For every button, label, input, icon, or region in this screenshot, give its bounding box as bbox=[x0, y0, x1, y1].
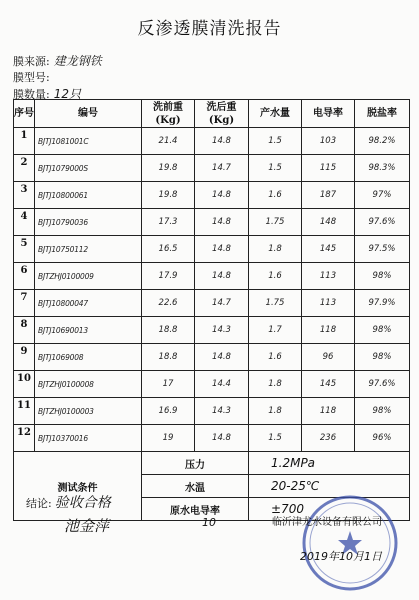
row-code: BJTZHJ0100003 bbox=[35, 398, 142, 425]
table-row bbox=[14, 182, 410, 209]
conclusion-label: 结论: bbox=[26, 497, 52, 510]
table-row bbox=[14, 371, 410, 398]
row-code: BJTJ10800061 bbox=[35, 182, 142, 209]
table-row bbox=[14, 128, 410, 155]
qty-value: 12只 bbox=[53, 87, 81, 101]
row-seq: 6 bbox=[14, 263, 35, 290]
row-water-yield: 1.7 bbox=[249, 317, 302, 344]
row-salt-rejection: 98% bbox=[355, 263, 410, 290]
row-code: BJTJ10790036 bbox=[35, 209, 142, 236]
header-water-yield: 产水量 bbox=[249, 100, 302, 128]
row-code: BJTZHJ0100008 bbox=[35, 371, 142, 398]
source-value: 建龙钢铁 bbox=[53, 54, 102, 68]
model-label: 膜型号: bbox=[13, 71, 50, 84]
pressure-value: 1.2MPa bbox=[249, 452, 410, 475]
table-row bbox=[14, 155, 410, 182]
row-seq: 12 bbox=[14, 425, 35, 452]
table-row bbox=[14, 263, 410, 290]
row-seq: 11 bbox=[14, 398, 35, 425]
signature: 池金萍 bbox=[64, 517, 110, 535]
row-conductivity: 103 bbox=[302, 128, 355, 155]
row-salt-rejection: 97.6% bbox=[355, 371, 410, 398]
test-conditions-label: 测试条件 bbox=[14, 452, 142, 521]
row-after-weight: 14.8 bbox=[195, 263, 249, 290]
table-header-row bbox=[14, 100, 410, 128]
test-row-pressure bbox=[14, 452, 410, 475]
row-after-weight: 14.4 bbox=[195, 371, 249, 398]
cleaning-table bbox=[13, 99, 410, 521]
row-salt-rejection: 98% bbox=[355, 344, 410, 371]
row-water-yield: 1.5 bbox=[249, 155, 302, 182]
row-code: BJTZHJ0100009 bbox=[35, 263, 142, 290]
row-salt-rejection: 97.9% bbox=[355, 290, 410, 317]
row-after-weight: 14.7 bbox=[195, 155, 249, 182]
row-before-weight: 16.5 bbox=[142, 236, 195, 263]
row-water-yield: 1.6 bbox=[249, 182, 302, 209]
row-after-weight: 14.8 bbox=[195, 236, 249, 263]
table-row bbox=[14, 425, 410, 452]
row-after-weight: 14.8 bbox=[195, 128, 249, 155]
conclusion-value: 验收合格 bbox=[54, 495, 111, 511]
row-water-yield: 1.5 bbox=[249, 128, 302, 155]
row-salt-rejection: 97.6% bbox=[355, 209, 410, 236]
row-conductivity: 148 bbox=[302, 209, 355, 236]
row-after-weight: 14.7 bbox=[195, 290, 249, 317]
row-conductivity: 187 bbox=[302, 182, 355, 209]
row-seq: 3 bbox=[14, 182, 35, 209]
membrane-model bbox=[13, 69, 54, 85]
header-before-weight: 洗前重(Kg) bbox=[142, 100, 195, 128]
row-conductivity: 118 bbox=[302, 317, 355, 344]
row-seq: 5 bbox=[14, 236, 35, 263]
pressure-label: 压力 bbox=[142, 452, 249, 475]
source-label: 膜来源: bbox=[13, 55, 50, 68]
row-conductivity: 145 bbox=[302, 371, 355, 398]
company-name: 临沂津龙水设备有限公司 bbox=[272, 517, 382, 528]
row-conductivity: 118 bbox=[302, 398, 355, 425]
row-conductivity: 113 bbox=[302, 290, 355, 317]
table-body bbox=[14, 128, 410, 452]
row-before-weight: 22.6 bbox=[142, 290, 195, 317]
row-seq: 1 bbox=[14, 128, 35, 155]
row-water-yield: 1.75 bbox=[249, 290, 302, 317]
header-code: 编号 bbox=[35, 100, 142, 128]
row-after-weight: 14.8 bbox=[195, 182, 249, 209]
row-code: BJTJ10750112 bbox=[35, 236, 142, 263]
row-salt-rejection: 96% bbox=[355, 425, 410, 452]
header-seq: 序号 bbox=[14, 100, 35, 128]
row-before-weight: 18.8 bbox=[142, 344, 195, 371]
row-salt-rejection: 98.3% bbox=[355, 155, 410, 182]
row-after-weight: 14.8 bbox=[195, 425, 249, 452]
table-row bbox=[14, 209, 410, 236]
raw-water-conductivity-value: ±700 bbox=[249, 498, 410, 521]
row-seq: 2 bbox=[14, 155, 35, 182]
row-water-yield: 1.5 bbox=[249, 425, 302, 452]
raw-water-conductivity-label: 原水电导率 bbox=[142, 498, 249, 521]
row-code: BJTJ10370016 bbox=[35, 425, 142, 452]
row-before-weight: 19.8 bbox=[142, 155, 195, 182]
row-before-weight: 19 bbox=[142, 425, 195, 452]
row-conductivity: 113 bbox=[302, 263, 355, 290]
table-row bbox=[14, 398, 410, 425]
row-salt-rejection: 98.2% bbox=[355, 128, 410, 155]
row-before-weight: 17 bbox=[142, 371, 195, 398]
row-salt-rejection: 98% bbox=[355, 398, 410, 425]
header-after-weight: 洗后重(Kg) bbox=[195, 100, 249, 128]
row-before-weight: 17.9 bbox=[142, 263, 195, 290]
table-row bbox=[14, 344, 410, 371]
water-temp-value: 20-25℃ bbox=[249, 475, 410, 498]
row-water-yield: 1.75 bbox=[249, 209, 302, 236]
row-after-weight: 14.3 bbox=[195, 398, 249, 425]
row-seq: 9 bbox=[14, 344, 35, 371]
row-conductivity: 145 bbox=[302, 236, 355, 263]
row-after-weight: 14.3 bbox=[195, 317, 249, 344]
row-before-weight: 17.3 bbox=[142, 209, 195, 236]
row-conductivity: 236 bbox=[302, 425, 355, 452]
row-after-weight: 14.8 bbox=[195, 344, 249, 371]
row-salt-rejection: 97.5% bbox=[355, 236, 410, 263]
report-date: 2019年10月1日 bbox=[300, 550, 382, 563]
row-water-yield: 1.8 bbox=[249, 398, 302, 425]
row-after-weight: 14.8 bbox=[195, 209, 249, 236]
row-code: BJTJ10800047 bbox=[35, 290, 142, 317]
report-title: 反渗透膜清洗报告 bbox=[137, 19, 282, 39]
row-seq: 10 bbox=[14, 371, 35, 398]
row-water-yield: 1.8 bbox=[249, 371, 302, 398]
row-code: BJTJ1069008 bbox=[35, 344, 142, 371]
conclusion bbox=[26, 492, 111, 512]
row-seq: 8 bbox=[14, 317, 35, 344]
row-conductivity: 96 bbox=[302, 344, 355, 371]
row-water-yield: 1.6 bbox=[249, 344, 302, 371]
row-water-yield: 1.6 bbox=[249, 263, 302, 290]
row-seq: 4 bbox=[14, 209, 35, 236]
row-salt-rejection: 98% bbox=[355, 317, 410, 344]
row-before-weight: 21.4 bbox=[142, 128, 195, 155]
header-salt-rejection: 脱盐率 bbox=[355, 100, 410, 128]
table-row bbox=[14, 236, 410, 263]
water-temp-label: 水温 bbox=[142, 475, 249, 498]
table-row bbox=[14, 317, 410, 344]
row-code: BJTJ1081001C bbox=[35, 128, 142, 155]
page-number: 10 bbox=[202, 516, 216, 529]
row-conductivity: 115 bbox=[302, 155, 355, 182]
row-code: BJTJ1079000S bbox=[35, 155, 142, 182]
table-row bbox=[14, 290, 410, 317]
row-salt-rejection: 97% bbox=[355, 182, 410, 209]
qty-label: 膜数量: bbox=[13, 88, 50, 101]
row-seq: 7 bbox=[14, 290, 35, 317]
row-before-weight: 18.8 bbox=[142, 317, 195, 344]
row-before-weight: 19.8 bbox=[142, 182, 195, 209]
company-seal bbox=[300, 493, 400, 593]
header-conductivity: 电导率 bbox=[302, 100, 355, 128]
row-before-weight: 16.9 bbox=[142, 398, 195, 425]
row-water-yield: 1.8 bbox=[249, 236, 302, 263]
row-code: BJTJ10690013 bbox=[35, 317, 142, 344]
membrane-source bbox=[13, 52, 102, 69]
